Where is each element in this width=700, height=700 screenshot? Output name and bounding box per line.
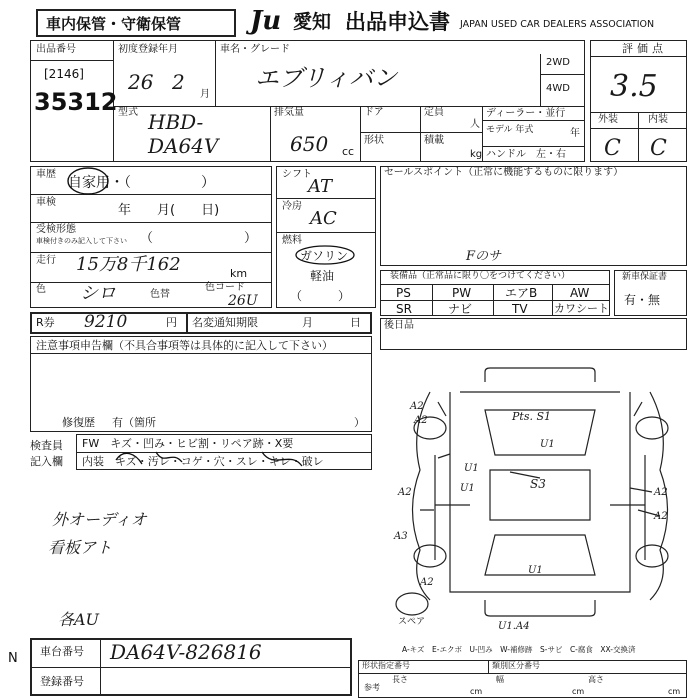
- lot-number-label: 出品番号: [36, 44, 76, 55]
- association-name: JAPAN USED CAR DEALERS ASSOCIATION: [460, 19, 655, 30]
- defect-marks: [112, 448, 332, 472]
- height-label: 高さ: [588, 675, 604, 684]
- warranty-label: 新車保証書: [622, 272, 668, 282]
- fuel-other: （ ）: [290, 289, 351, 303]
- dmg-u1-1: U1: [464, 463, 479, 474]
- width-label: 幅: [496, 675, 504, 684]
- ac-label: 冷房: [282, 201, 302, 212]
- dmg-u1-5: U1.A4: [498, 621, 530, 632]
- rating-label: 評価点: [622, 42, 667, 55]
- equip-ps: PS: [396, 286, 411, 300]
- width-unit: cm: [572, 687, 585, 696]
- lot-small: [2146]: [44, 67, 84, 81]
- deadline-month: 月: [302, 316, 313, 329]
- fuel-circle: [294, 244, 356, 266]
- car-diagram: [390, 360, 695, 640]
- sales-point-handwritten: Fのサ: [466, 249, 502, 264]
- chassis-label: 車台番号: [40, 645, 84, 658]
- chassis-value: DA64V-826816: [110, 640, 262, 664]
- damage-legend: A-キズ E-エクボ U-凹み W-補修跡 S-サビ C-腐食 XX-交換済: [402, 645, 636, 654]
- equip-sr: SR: [396, 302, 412, 316]
- wd2-label: 2WD: [546, 57, 570, 68]
- repair-label: 修復歴: [62, 416, 95, 429]
- after-items-box: [380, 318, 687, 350]
- deadline-day: 日: [350, 316, 361, 329]
- recv-label: 受検形態: [36, 224, 76, 235]
- interior-label: 内装: [648, 114, 668, 125]
- ac-value: AC: [310, 208, 337, 229]
- equip-list-label: 装備品（正常品に限り〇をつけてください）: [390, 271, 571, 281]
- type-value-1: HBD-: [148, 110, 204, 134]
- rating-score: 3.5: [610, 69, 658, 104]
- exterior-grade: C: [604, 136, 621, 161]
- displacement-value: 650: [290, 132, 329, 156]
- fuel-diesel: 軽油: [310, 269, 335, 283]
- fuel-gas: ガソリン: [300, 249, 349, 263]
- note-hand-2: 看板アト: [48, 538, 113, 557]
- lot-number: 35312: [34, 88, 118, 116]
- dealer-label: ディーラー・並行: [486, 108, 566, 119]
- storage-badge-text: 車内保管・守衛保管: [46, 15, 182, 33]
- fw-line: FW キズ・凹み・ヒビ割・リペア跡・X要: [82, 437, 294, 450]
- dmg-a2-4: A2: [420, 577, 434, 588]
- year-unit: 年: [570, 128, 580, 139]
- height-unit: cm: [668, 687, 681, 696]
- dmg-u1-4: U1: [540, 439, 555, 450]
- repair-close: ）: [354, 416, 365, 429]
- displacement-label: 排気量: [274, 107, 304, 118]
- length-unit: cm: [470, 687, 483, 696]
- persons-unit: 人: [470, 119, 480, 130]
- shift-label: シフト: [282, 169, 312, 180]
- side-mark: N: [8, 651, 18, 666]
- equip-wseat: カワシート: [554, 302, 609, 315]
- inspector-label: 検査員: [30, 439, 63, 452]
- dmg-a2-1: A2: [410, 401, 424, 412]
- notes-label: 注意事項申告欄（不具合事項等は具体的に記入して下さい）: [36, 339, 333, 352]
- mileage-value: 15万8千162: [76, 254, 181, 275]
- ju-logo: Ju: [250, 6, 282, 36]
- note-hand-3: 各AU: [58, 610, 100, 629]
- recv-note: 車検付きのみ記入して下さい: [36, 237, 127, 245]
- cc-unit: cc: [342, 145, 355, 158]
- mileage-label: 走行: [36, 255, 56, 266]
- tax-amount: 9210: [84, 312, 128, 332]
- exterior-label: 外装: [598, 114, 618, 125]
- dmg-a3: A3: [394, 531, 408, 542]
- model-year-label: モデル 年式: [486, 125, 534, 135]
- fmt-label: 形状指定番号: [362, 661, 410, 670]
- km-unit: km: [230, 267, 248, 280]
- after-items-label: 後日品: [384, 320, 414, 331]
- type-value-2: DA64V: [148, 134, 219, 158]
- history-label: 車歴: [36, 169, 56, 180]
- color-code-value: 26U: [228, 293, 258, 309]
- repair-value: 有（箇所: [112, 416, 156, 429]
- color-value: シロ: [80, 283, 116, 304]
- interior-line: 内装 キズ・汚レ・コゲ・穴・スレ・キレ・破レ: [82, 455, 324, 468]
- interior-grade: C: [650, 136, 667, 161]
- model-value: エブリィバン: [255, 64, 398, 92]
- model-label: 車名・グレード: [220, 44, 290, 55]
- sales-point-label: セールスポイント（正常に機能するものに限ります）: [384, 167, 624, 178]
- type-label: 型式: [118, 107, 138, 118]
- first-reg-year: 26: [128, 70, 154, 94]
- sales-point-box: [380, 166, 687, 266]
- handle-label: ハンドル 左・右: [486, 149, 566, 160]
- first-reg-label: 初度登録年月: [118, 44, 178, 55]
- note-hand-1: 外オーディオ: [52, 510, 147, 529]
- wd4-label: 4WD: [546, 83, 570, 94]
- tax-yen: 円: [166, 316, 177, 329]
- spare-label: スペア: [398, 617, 426, 627]
- region-name: 愛知: [293, 11, 332, 33]
- storage-badge: [36, 9, 236, 37]
- first-reg-month: 2: [172, 70, 185, 94]
- dmg-a2-6: A2: [654, 511, 668, 522]
- warranty-value: 有・無: [624, 293, 661, 307]
- dmg-a2-3: A2: [654, 487, 668, 498]
- inspection-label: 車検: [36, 197, 56, 208]
- dmg-a2-2: A2: [398, 487, 412, 498]
- load-label: 積載: [424, 135, 444, 146]
- capacity-label: 定員: [424, 107, 444, 118]
- door-label: ドア: [364, 107, 384, 118]
- dmg-u1-2: U1: [460, 483, 475, 494]
- equip-navi: ナビ: [448, 302, 473, 316]
- tax-label: R券: [36, 316, 55, 329]
- recv-value: （ ）: [140, 231, 258, 246]
- history-circle: [66, 166, 110, 196]
- fuel-label: 燃料: [282, 235, 302, 246]
- dmg-s3: S3: [530, 477, 546, 491]
- equip-airbag: エアB: [505, 286, 538, 300]
- color-code-label: 色コード: [205, 282, 245, 293]
- equip-tv: TV: [512, 302, 528, 316]
- color-label: 色: [36, 284, 46, 295]
- shift-value: AT: [308, 176, 333, 197]
- cat-label: 類別区分番号: [492, 661, 540, 670]
- inspection-value: 年 月( 日): [118, 203, 220, 218]
- equip-aw: AW: [570, 286, 590, 300]
- dmg-a2-5: A2: [414, 415, 428, 426]
- form-title: 出品申込書: [345, 10, 450, 34]
- dmg-u1-3: U1: [528, 565, 543, 576]
- length-label: 長さ: [392, 675, 408, 684]
- color-change-label: 色替: [150, 289, 170, 300]
- history-value: 自家用・（ ）: [68, 175, 215, 191]
- kg-unit: kg: [470, 149, 483, 160]
- diagram-pts-label: Pts. S1: [512, 410, 551, 423]
- reg-label: 登録番号: [40, 675, 84, 688]
- month-unit: 月: [200, 89, 210, 100]
- equip-pw: PW: [452, 286, 472, 300]
- ref-label: 参考: [364, 683, 380, 692]
- shape-label: 形状: [364, 135, 384, 146]
- entry-label: 記入欄: [30, 455, 63, 468]
- deadline-label: 名変通知期限: [192, 316, 258, 329]
